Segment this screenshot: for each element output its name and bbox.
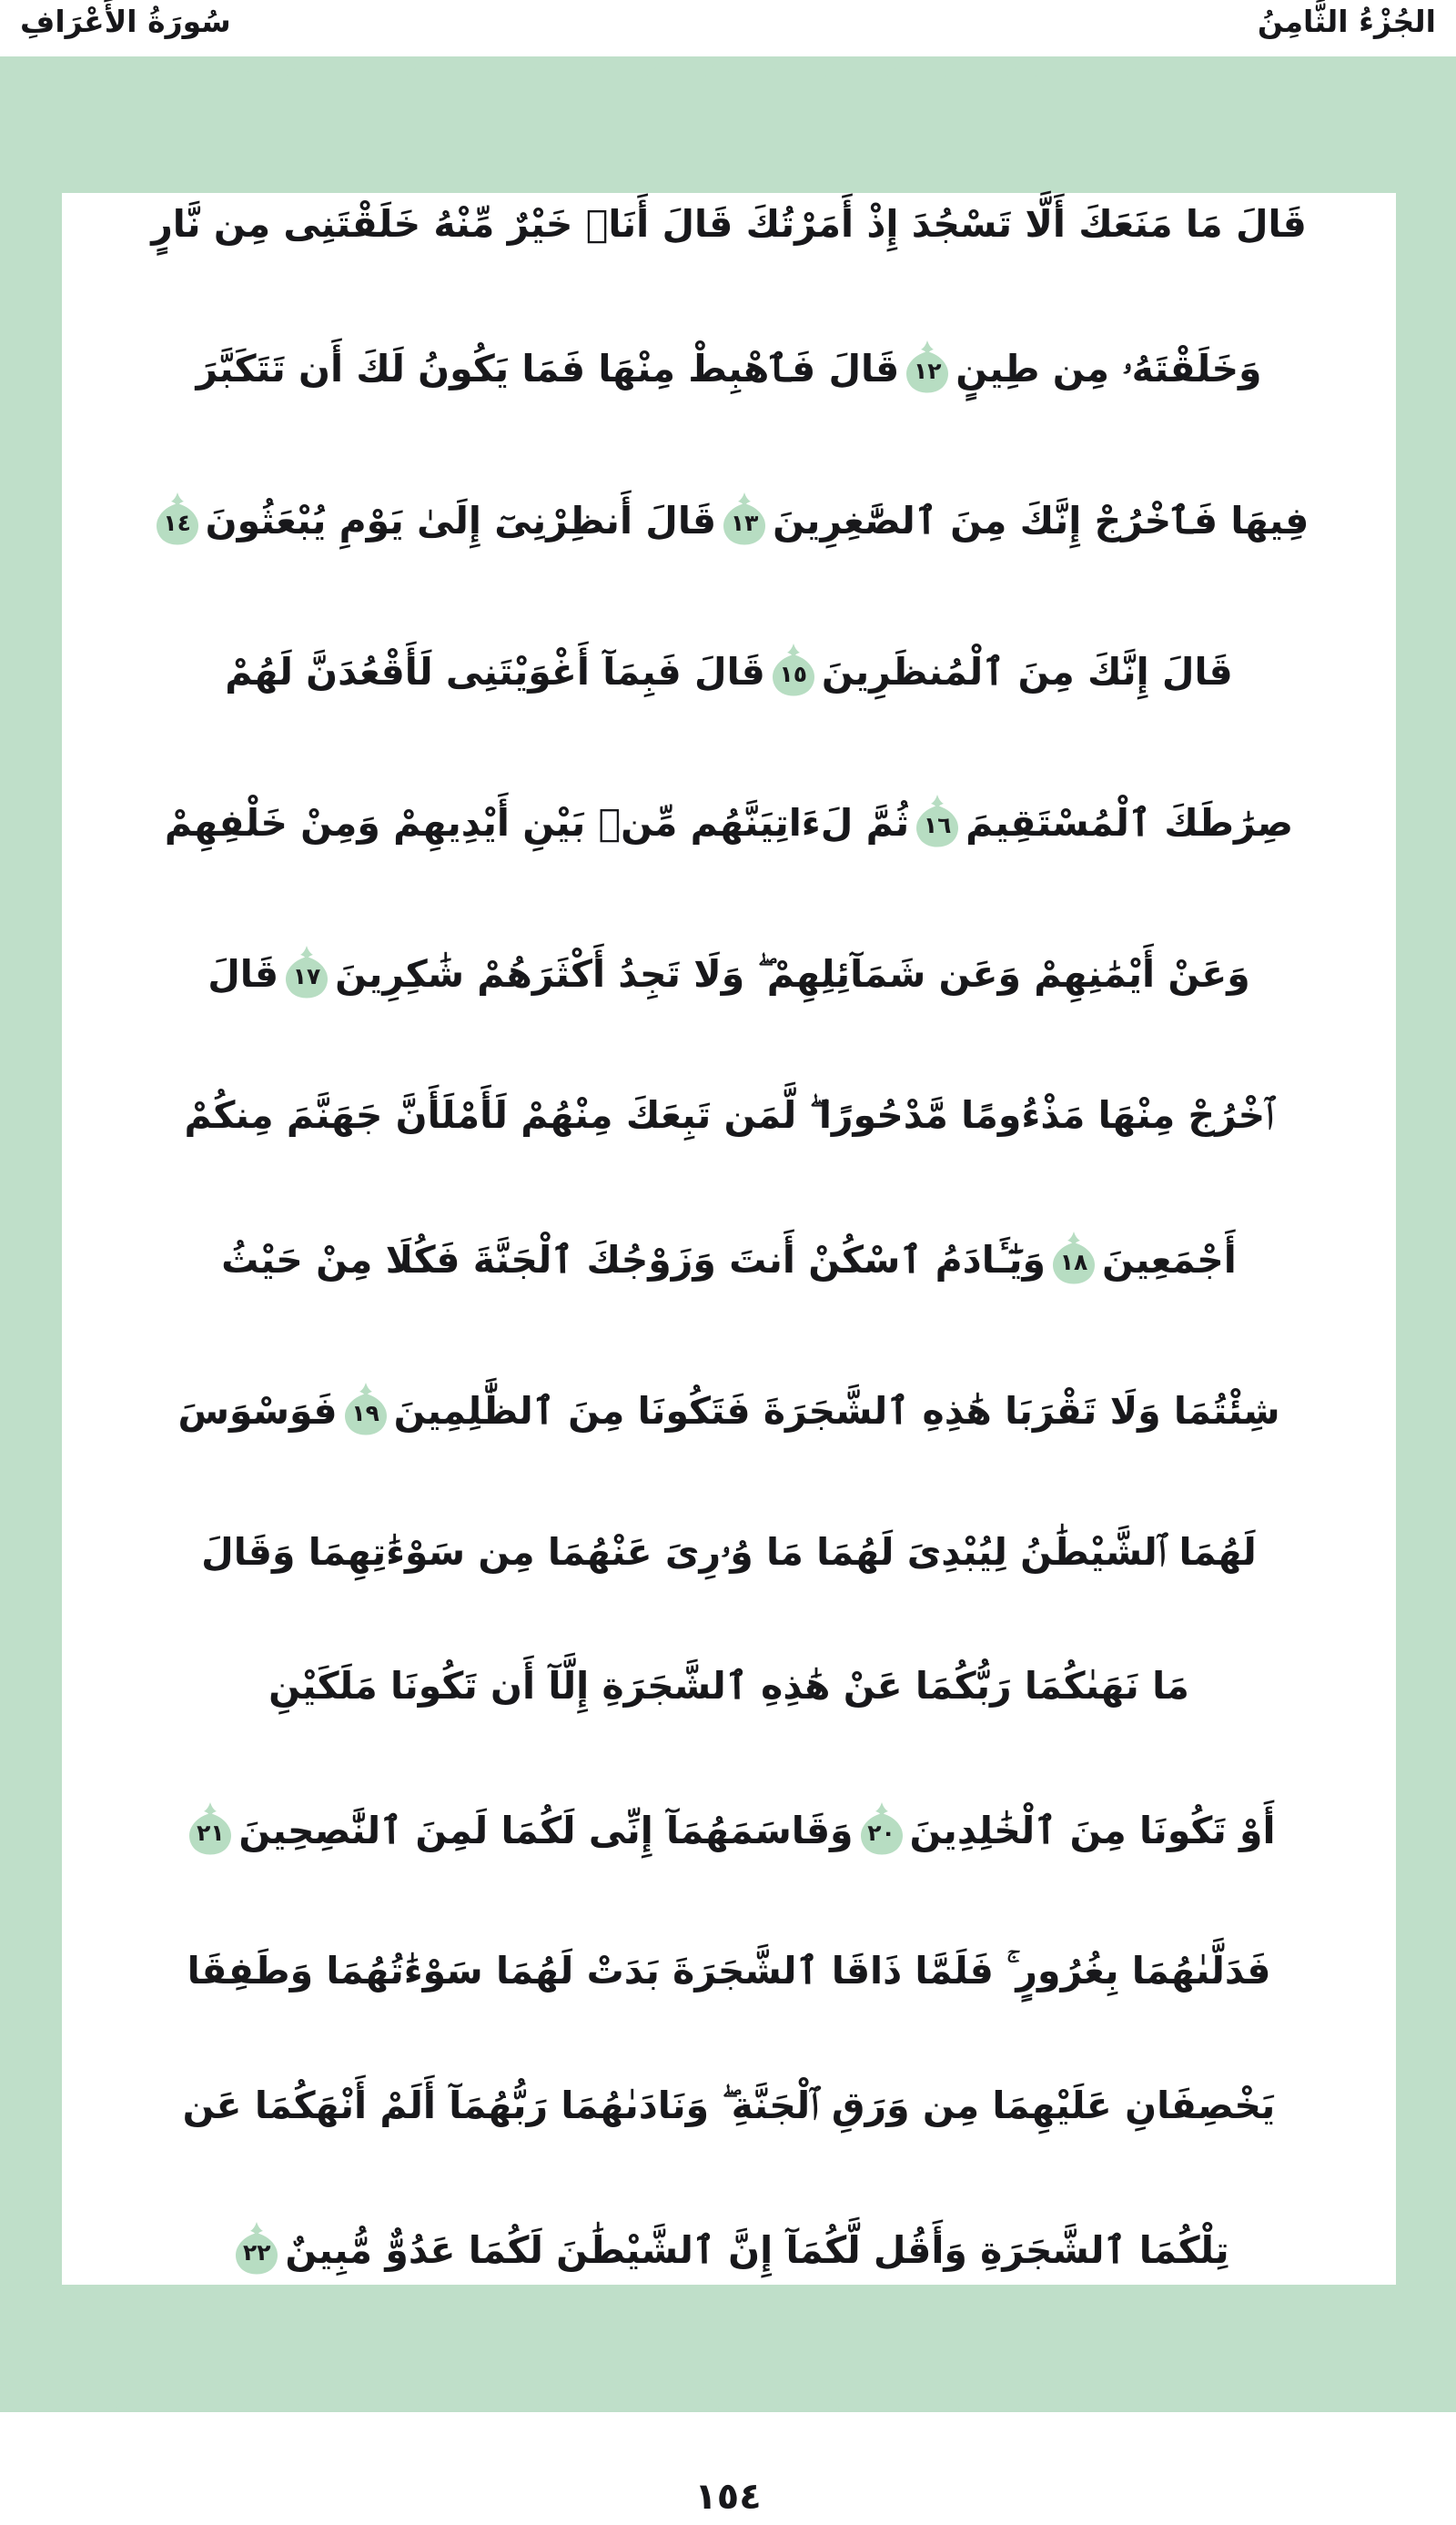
quran-line-text: يَخْصِفَانِ عَلَيْهِمَا مِن وَرَقِ ٱلْجَنَّةِ ۖ وَنَادَىٰهُمَا رَبُّهُمَآ أَلَمْ أَنْهَكُمَا عَن: [182, 2083, 1276, 2127]
ayah-number-text: ١٩: [351, 1400, 379, 1427]
quran-line: [93, 945, 1365, 999]
quran-line-text: قَالَ أَنظِرْنِىٓ إِلَىٰ يَوْمِ يُبْعَثُونَ: [205, 498, 717, 543]
quran-line: [93, 340, 1365, 394]
ayah-number-text: ١٣: [730, 509, 759, 536]
quran-line-text: فَدَلَّىٰهُمَا بِغُرُورٍ ۚ فَلَمَّا ذَاقَا ٱلشَّجَرَةَ بَدَتْ لَهُمَا سَوْءَٰتُهُمَا وَطَفِقَا: [187, 1949, 1271, 1993]
surah-title: سُورَةُ الأَعْرَافِ: [20, 4, 231, 39]
quran-line: [93, 1663, 1365, 1708]
ayah-number-marker[interactable]: [902, 340, 953, 394]
ayah-number-marker[interactable]: [281, 945, 332, 999]
ayah-number-marker[interactable]: [1048, 1231, 1099, 1285]
quran-line-text: وَعَنْ أَيْمَٰنِهِمْ وَعَن شَمَآئِلِهِمْ ۖ وَلَا تَجِدُ أَكْثَرَهُمْ شَٰكِرِينَ: [335, 952, 1250, 997]
quran-line-text: أَجْمَعِينَ: [1102, 1237, 1237, 1282]
quran-line: [93, 1949, 1365, 1993]
quran-line: [93, 1092, 1365, 1137]
quran-line: [93, 492, 1365, 546]
ayah-number-text: ١٥: [779, 660, 808, 687]
quran-line: [93, 643, 1365, 697]
ayah-number-text: ٢٠: [867, 1820, 895, 1847]
quran-line-text: أَوْ تَكُونَا مِنَ ٱلْخَٰلِدِينَ: [909, 1809, 1276, 1853]
quran-line-text: قَالَ فَبِمَآ أَغْوَيْتَنِى لَأَقْعُدَنَّ لَهُمْ: [225, 649, 765, 694]
ayah-number-text: ١٤: [163, 509, 191, 536]
page-number: ١٥٤: [694, 2476, 762, 2518]
ayah-number-text: ١٦: [923, 812, 952, 839]
ayah-number-marker[interactable]: [185, 1801, 236, 1856]
ayah-number-text: ٢٢: [243, 2238, 271, 2266]
ayah-number-marker[interactable]: [768, 643, 819, 697]
quran-line: [93, 794, 1365, 848]
quran-line-text: تِلْكُمَا ٱلشَّجَرَةِ وَأَقُل لَّكُمَآ إِنَّ ٱلشَّيْطَٰنَ لَكُمَا عَدُوٌّ مُّبِينٌ: [285, 2227, 1229, 2272]
ayah-number-marker[interactable]: [340, 1382, 391, 1436]
ayah-number-marker[interactable]: [912, 794, 963, 848]
ayah-number-text: ٢١: [197, 1820, 225, 1847]
quran-line-text: ثُمَّ لَءَاتِيَنَّهُم مِّنۢ بَيْنِ أَيْدِيهِمْ وَمِنْ خَلْفِهِمْ: [164, 801, 910, 846]
page-footer: [0, 2476, 1456, 2518]
quran-line: [93, 2221, 1365, 2276]
ayah-number-marker[interactable]: [152, 492, 203, 546]
page-header: [0, 0, 1456, 56]
quran-line-text: فِيهَا فَٱخْرُجْ إِنَّكَ مِنَ ٱلصَّٰغِرِينَ: [773, 498, 1309, 543]
frame-scallop-bottom-icon: [0, 2381, 1456, 2412]
quran-line: [93, 1529, 1365, 1574]
quran-line: [93, 1801, 1365, 1856]
quran-line: [93, 202, 1365, 246]
juz-title: الجُزْءُ الثَّامِنُ: [1257, 4, 1436, 39]
ayah-number-text: ١٨: [1059, 1248, 1088, 1275]
quran-line-text: وَيَٰٓـَٔادَمُ ٱسْكُنْ أَنتَ وَزَوْجُكَ ٱلْجَنَّةَ فَكُلَا مِنْ حَيْثُ: [221, 1237, 1046, 1282]
quran-line-text: شِئْتُمَا وَلَا تَقْرَبَا هَٰذِهِ ٱلشَّجَرَةَ فَتَكُونَا مِنَ ٱلظَّٰلِمِينَ: [393, 1389, 1280, 1434]
quran-line: [93, 1231, 1365, 1285]
quran-line-text: قَالَ فَٱهْبِطْ مِنْهَا فَمَا يَكُونُ لَكَ أَن تَتَكَبَّرَ: [196, 347, 900, 391]
quran-line-text: قَالَ مَا مَنَعَكَ أَلَّا تَسْجُدَ إِذْ أَمَرْتُكَ قَالَ أَنَا۠ خَيْرٌ مِّنْهُ خَلَقْتَنِى مِن نَّارٍ: [151, 202, 1307, 246]
quran-line-text: لَهُمَا ٱلشَّيْطَٰنُ لِيُبْدِىَ لَهُمَا مَا وُۥرِىَ عَنْهُمَا مِن سَوْءَٰتِهِمَا وَقَالَ: [201, 1529, 1257, 1574]
quran-line: [93, 1382, 1365, 1436]
ayah-number-marker[interactable]: [231, 2221, 282, 2276]
quran-line-text: وَخَلَقْتَهُۥ مِن طِينٍ: [956, 347, 1262, 391]
quran-text-body: [62, 193, 1396, 2285]
quran-line-text: وَقَاسَمَهُمَآ إِنِّى لَكُمَا لَمِنَ ٱلنَّٰصِحِينَ: [238, 1809, 854, 1853]
quran-line-text: قَالَ إِنَّكَ مِنَ ٱلْمُنظَرِينَ: [821, 649, 1233, 694]
frame-scallop-top-icon: [0, 56, 1456, 87]
quran-line-text: ٱخْرُجْ مِنْهَا مَذْءُومًا مَّدْحُورًا ۖ لَّمَن تَبِعَكَ مِنْهُمْ لَأَمْلَأَنَّ جَهَنَّمَ مِنكُمْ: [184, 1092, 1274, 1137]
ayah-number-marker[interactable]: [856, 1801, 907, 1856]
ayah-number-text: ١٢: [914, 358, 942, 385]
quran-line-text: صِرَٰطَكَ ٱلْمُسْتَقِيمَ: [966, 801, 1294, 846]
ayah-number-text: ١٧: [292, 963, 321, 990]
ayah-number-marker[interactable]: [719, 492, 770, 546]
quran-line: [93, 2083, 1365, 2127]
quran-line-text: فَوَسْوَسَ: [177, 1389, 338, 1434]
quran-line-text: مَا نَهَىٰكُمَا رَبُّكُمَا عَنْ هَٰذِهِ ٱلشَّجَرَةِ إِلَّآ أَن تَكُونَا مَلَكَيْنِ: [268, 1663, 1189, 1708]
quran-line-text: قَالَ: [207, 952, 279, 997]
